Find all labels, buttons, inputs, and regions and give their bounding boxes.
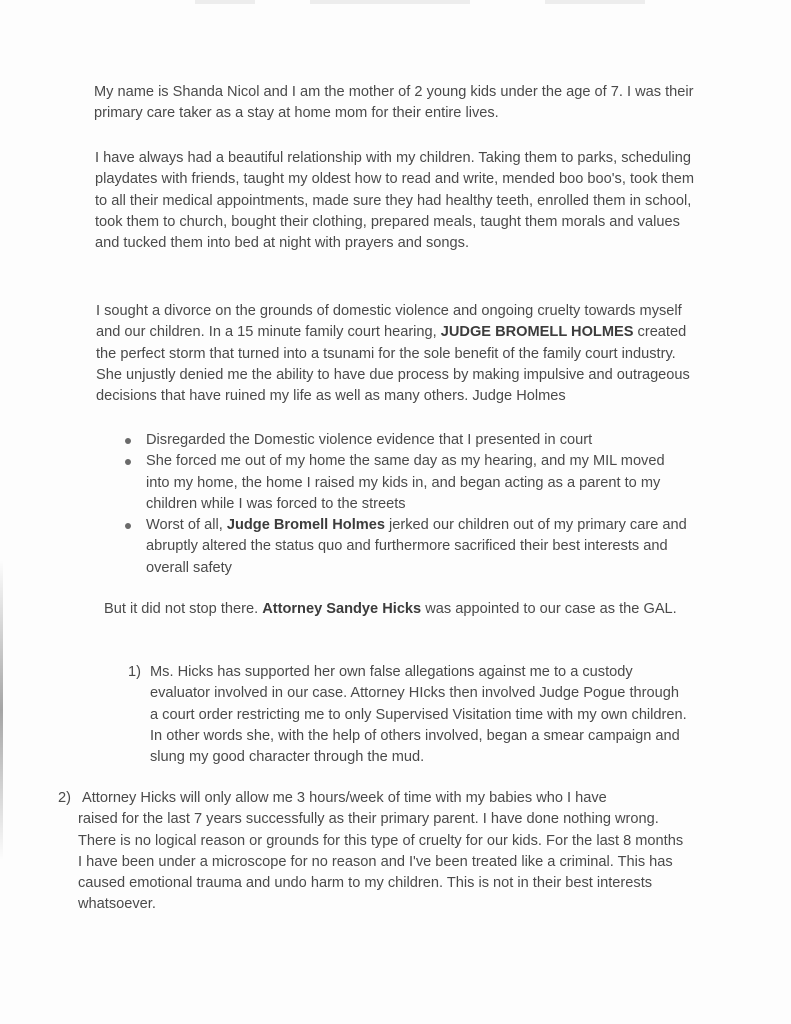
bullet-text: She forced me out of my home the same day as my hearing, and my MIL moved into my home, the home I raised my kids in, and began acting as a parent to my children while I was forced to the streets (146, 453, 665, 512)
attorney-name-bold: Attorney Sandye Hicks (262, 601, 422, 617)
bullet-text-end: jerked our children out of my primary care and abruptly altered the status quo and furthermore sacrificed their best interests and overall safety (146, 517, 687, 576)
scan-artifact (195, 0, 255, 4)
scan-artifact (545, 0, 645, 4)
bullet-text-start: Worst of all, (146, 517, 227, 534)
scan-edge-shadow (0, 560, 3, 860)
gal-text-end: was appointed to our case as the GAL. (421, 601, 677, 617)
divorce-text-start: I sought a divorce on the grounds of domestic violence and ongoing cruelty towards myself and our children. In a 15 minute family court hearing, (96, 303, 682, 341)
numbered-item-text: Ms. Hicks has supported her own false allegations against me to a custody evaluator involved in our case. Attorney HIcks then involved Judge Pogue through a court order restricting me to only Supervised Visitation time with my own children. In other words she, with the help of others involved, began a smear campaign and slung my good character through the mud. (150, 664, 687, 766)
list-number: 1) (128, 664, 141, 680)
judge-name-bold: Judge Bromell Holmes (226, 517, 385, 534)
numbered-item-1 (128, 662, 688, 768)
numbered-item-continuation: raised for the last 7 years successfully as their primary parent. I have done nothing wrong. There is no logical reason or grounds for this type of cruelty for our kids. For the last 8 months I have been under a microscope for no reason and I've been treated like a criminal. This has caused emotional trauma and undo harm to my children. This is not in their best interests whatsoever. (78, 811, 684, 913)
list-item (122, 515, 692, 579)
gal-text-start: But it did not stop there. (104, 601, 263, 617)
bullet-icon (125, 459, 131, 465)
intro-paragraph: My name is Shanda Nicol and I am the mother of 2 young kids under the age of 7. I was their primary care taker as a stay at home mom for their entire lives. (94, 84, 694, 122)
divorce-text-end: created the perfect storm that turned into a tsunami for the sole benefit of the family court industry. She unjustly denied me the ability to have due process by making impulsive and outrageous decisions that have ruined my life as well as many others. Judge Holmes (96, 324, 690, 405)
list-item (122, 430, 692, 451)
list-number: 2) (58, 790, 71, 806)
scan-artifact (310, 0, 470, 4)
numbered-item-2 (58, 788, 688, 916)
bullet-text: Disregarded the Domestic violence evidence that I presented in court (146, 432, 593, 448)
judge-actions-list (122, 430, 692, 579)
numbered-item-text (78, 788, 688, 916)
divorce-paragraph (96, 301, 696, 407)
list-item (122, 451, 692, 515)
gal-paragraph (104, 599, 694, 620)
numbered-item-first-line: Attorney Hicks will only allow me 3 hours/week of time with my babies who I have (82, 790, 607, 806)
bullet-icon (125, 438, 131, 444)
relationship-paragraph: I have always had a beautiful relationship with my children. Taking them to parks, scheduling playdates with friends, taught my oldest how to read and write, mended boo boo's, took them to all their medical appointments, made sure they had healthy teeth, enrolled them in school, took them to church, bought their clothing, prepared meals, taught them morals and values and tucked them into bed at night with prayers and songs. (95, 150, 695, 252)
judge-name-bold: JUDGE BROMELL HOLMES (440, 324, 634, 341)
bullet-icon (125, 523, 131, 529)
